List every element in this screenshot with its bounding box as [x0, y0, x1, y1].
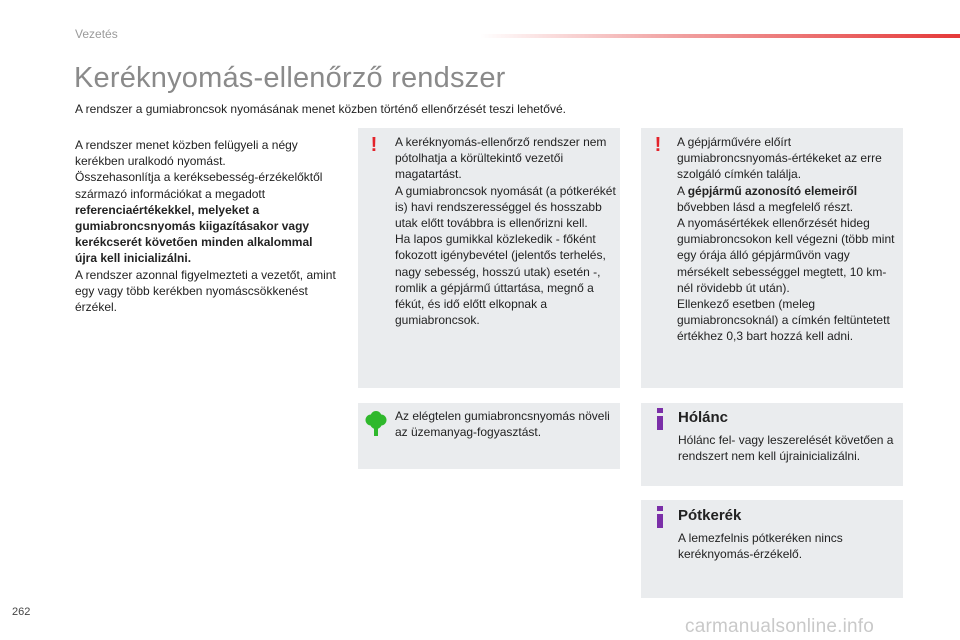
header-accent-line [480, 34, 960, 38]
page-title: Keréknyomás-ellenőrző rendszer [74, 62, 506, 94]
main-description [75, 137, 337, 315]
warning-box-2-text: A gépjárművére előírt gumiabroncsnyomás-értékeket az erre szolgáló címkén találja. A gépjármű azonosító elemeiről bővebben lásd a megfelelő részt. A nyomásértékek ellenőrzését hideg gumiabroncsokon kell végezni (több mint egy órája álló gépjárművön vagy mérsékelt sebességgel megtett, 10 km-nél rövidebb út után). Ellenkező esetben (meleg gumiabroncsoknál) a címkén feltüntetett értékhez 0,3 bart hozzá kell adni. [677, 135, 895, 344]
warning-box-1-text: A keréknyomás-ellenőrző rendszer nem pótolhatja a körültekintő vezetői magatartást. A gumiabroncsok nyomását (a pótkerékét is) havi rendszerességgel és hosszabb utak előtt továbbra is ellenőrizni kell. Ha lapos gumikkal közlekedik - főként fokozott igénybevétel (jelentős terhelés, nagy sebesség, hosszú utak) esetén -, romlik a gépjármű úttartása, megnő a fékút, és idő előtt elkopnak a gumiabroncsok. [395, 135, 616, 328]
main-paragraph-1: A rendszer menet közben felügyeli a négy kerékben uralkodó nyomást. [75, 138, 298, 169]
eco-text: Az elégtelen gumiabroncsnyomás növeli az üzemanyag-fogyasztást. [395, 409, 610, 440]
main-paragraph-2: Összehasonlítja a keréksebesség-érzékelőktől származó információkat a megadott referenciaértékekkel, melyeket a gumiabroncsnyomás kiigazításakor vagy kerékcserét követően minden alkalommal újra kell inicializálni. [75, 170, 323, 266]
eco-box [358, 403, 620, 469]
spare-wheel-title: Pótkerék [678, 507, 742, 524]
section-label: Vezetés [75, 27, 118, 41]
tree-icon [365, 411, 387, 437]
snow-chains-title: Hólánc [678, 409, 729, 426]
main-paragraph-3: A rendszer azonnal figyelmezteti a vezetőt, amint egy vagy több kerékben nyomáscsökkenést érzékel. [75, 267, 336, 315]
info-box-snow-chains [641, 403, 903, 486]
snow-chains-text: Hólánc fel- vagy leszerelését követően a rendszert nem kell újrainicializálni. [678, 433, 894, 464]
spare-wheel-text: A lemezfelnis pótkeréken nincs keréknyomás-érzékelő. [678, 531, 843, 562]
warning-box-system-limits [358, 128, 620, 388]
info-box-spare-wheel [641, 500, 903, 598]
exclamation-icon: ! [370, 134, 378, 156]
intro-text: A rendszer a gumiabroncsok nyomásának menet közben történő ellenőrzését teszi lehetővé. [75, 102, 566, 116]
exclamation-icon: ! [654, 134, 662, 156]
page-number: 262 [12, 606, 31, 618]
watermark: carmanualsonline.info [685, 616, 875, 637]
warning-box-pressure-values [641, 128, 903, 388]
main-emphasis: referenciaértékekkel, melyeket a gumiabroncsnyomás kiigazításakor vagy kerékcserét követően minden alkalommal újra kell inicializálni. [75, 202, 313, 266]
